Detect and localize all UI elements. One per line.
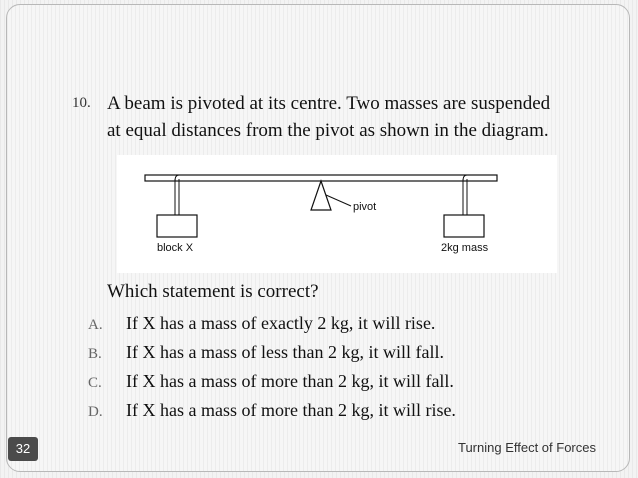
option-letter-b: B.: [88, 346, 102, 362]
option-text-d: If X has a mass of more than 2 kg, it will rise.: [126, 400, 456, 420]
two-kg-mass: [444, 215, 484, 237]
question-number: 10.: [72, 95, 91, 111]
pivot-leader-line: [326, 195, 351, 206]
option-text-b: If X has a mass of less than 2 kg, it will fall.: [126, 342, 444, 362]
beam-diagram: [117, 155, 557, 273]
option-letter-d: D.: [88, 404, 103, 420]
beam-diagram-svg: [117, 155, 557, 273]
page-number-badge: 32: [8, 437, 38, 461]
two-kg-mass-label: 2kg mass: [441, 242, 489, 254]
question-line: at equal distances from the pivot as shown in the diagram.: [107, 120, 549, 141]
option-letter-c: C.: [88, 375, 102, 391]
option-text-a: If X has a mass of exactly 2 kg, it will rise.: [126, 313, 436, 333]
question-text: [107, 90, 607, 144]
question-prompt: Which statement is correct?: [107, 281, 319, 302]
option-letter-a: A.: [88, 317, 103, 333]
question-line: A beam is pivoted at its centre. Two masses are suspended: [107, 93, 551, 114]
option-text-c: If X has a mass of more than 2 kg, it will fall.: [126, 371, 454, 391]
block-x: [157, 215, 197, 237]
pivot-label: pivot: [353, 201, 377, 213]
block-x-label: block X: [157, 242, 194, 254]
footer-title: Turning Effect of Forces: [457, 440, 596, 455]
